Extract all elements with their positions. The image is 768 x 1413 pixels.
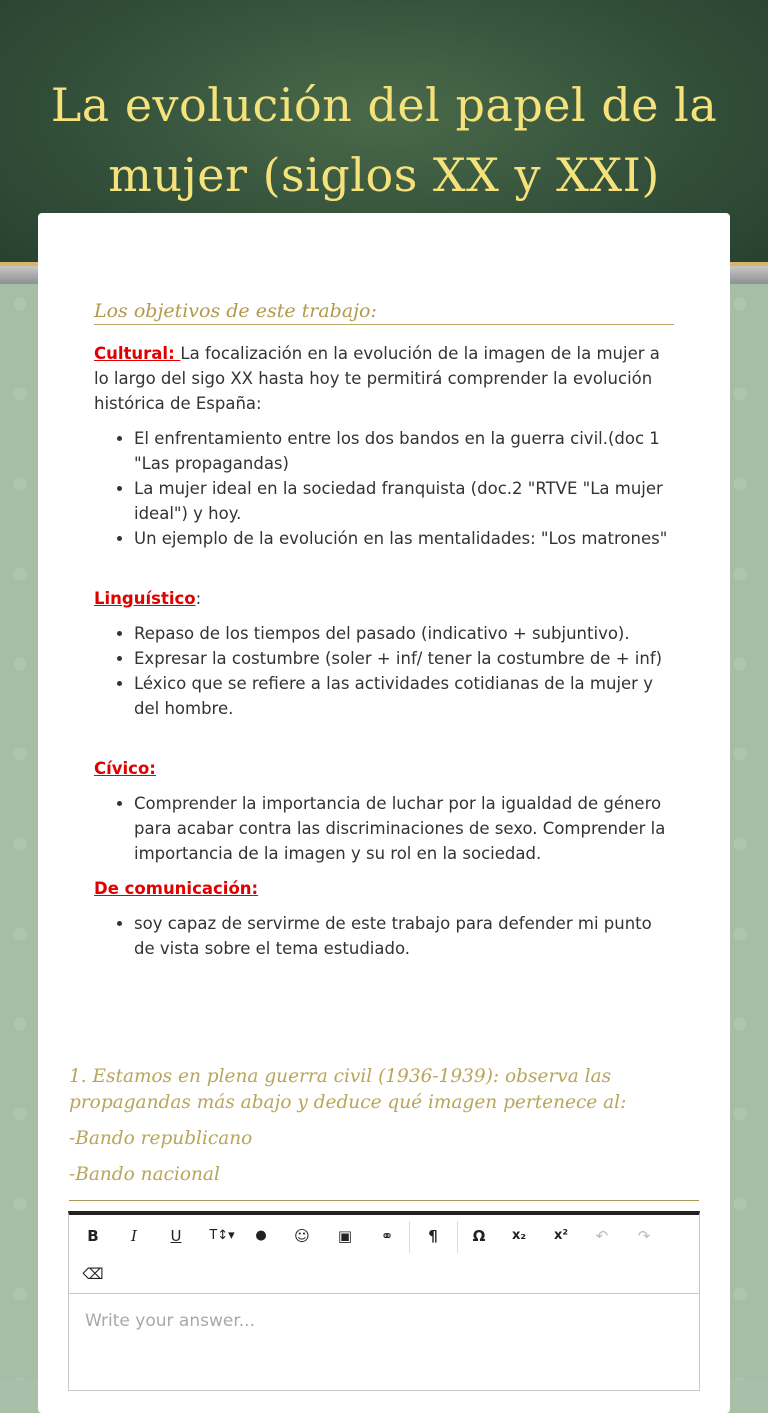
special-character-icon[interactable]: Ω xyxy=(472,1227,486,1245)
cultural-list xyxy=(94,426,674,551)
italic-button[interactable]: I xyxy=(131,1227,137,1245)
linguistico-suffix: : xyxy=(195,589,202,608)
linguistico-label: Linguístico xyxy=(94,589,196,608)
superscript-button[interactable]: x² xyxy=(553,1228,569,1243)
list-item: • El enfrentamiento entre los dos bandos en la guerra civil.(doc 1 "Las propagandas) xyxy=(134,426,674,476)
editor-toolbar xyxy=(69,1215,699,1294)
objective-civico xyxy=(94,756,674,866)
question-text: 1. Estamos en plena guerra civil (1936-1939): observa las propagandas más abajo y deduce qué imagen pertenece al: xyxy=(69,1066,627,1113)
cultural-label: Cultural: xyxy=(94,344,181,363)
redo-icon[interactable]: ↷ xyxy=(637,1227,651,1245)
paragraph-direction-icon[interactable]: ¶ xyxy=(428,1227,438,1245)
undo-icon[interactable]: ↶ xyxy=(595,1227,609,1245)
list-item: • soy capaz de servirme de este trabajo para defender mi punto de vista sobre el tema estudiado. xyxy=(134,911,674,961)
comunicacion-label: De comunicación: xyxy=(94,879,259,898)
text-size-button[interactable]: T↕▾ xyxy=(209,1228,235,1243)
eraser-icon[interactable]: ⌫ xyxy=(82,1265,104,1283)
answer-editor xyxy=(68,1211,700,1391)
objective-linguistico xyxy=(94,586,674,721)
list-item: • Un ejemplo de la evolución en las mentalidades: "Los matrones" xyxy=(134,526,674,551)
civico-label: Cívico: xyxy=(94,759,156,778)
question-divider xyxy=(69,1200,699,1201)
question-option-republicano: -Bando republicano xyxy=(69,1128,253,1149)
list-item: • Léxico que se refiere a las actividades cotidianas de la mujer y del hombre. xyxy=(134,671,674,721)
toolbar-separator xyxy=(409,1221,410,1253)
list-item: • Repaso de los tiempos del pasado (indicativo + subjuntivo). xyxy=(134,621,674,646)
underline-button[interactable]: U xyxy=(170,1227,182,1245)
toolbar-separator xyxy=(457,1221,458,1253)
comunicacion-list xyxy=(94,911,674,961)
objective-comunicacion xyxy=(94,876,674,961)
color-drop-icon[interactable]: ● xyxy=(255,1228,267,1243)
image-icon[interactable]: ▣ xyxy=(337,1227,353,1245)
link-icon[interactable]: ⚭ xyxy=(380,1227,394,1245)
list-item: • Comprender la importancia de luchar por la igualdad de género para acabar contra las discriminaciones de sexo. Comprender la importancia de la imagen y su rol en la sociedad. xyxy=(134,791,674,866)
subscript-button[interactable]: x₂ xyxy=(511,1228,527,1243)
list-item: • La mujer ideal en la sociedad franquista (doc.2 "RTVE "La mujer ideal") y hoy. xyxy=(134,476,674,526)
civico-list xyxy=(94,791,674,866)
objectives-heading: Los objetivos de este trabajo: xyxy=(94,300,674,325)
emoji-icon[interactable]: ☺ xyxy=(294,1227,310,1245)
question-option-nacional: -Bando nacional xyxy=(69,1164,220,1185)
cultural-text: La focalización en la evolución de la imagen de la mujer a lo largo del sigo XX hasta hoy te permitirá comprender la evolución histórica de España: xyxy=(94,344,660,413)
linguistico-list xyxy=(94,621,674,721)
objective-cultural xyxy=(94,341,674,551)
answer-input[interactable]: Write your answer... xyxy=(85,1311,255,1331)
list-item: • Expresar la costumbre (soler + inf/ tener la costumbre de + inf) xyxy=(134,646,674,671)
page-title: La evolución del papel de la mujer (siglos XX y XXI) xyxy=(50,78,718,202)
bold-button[interactable]: B xyxy=(87,1227,99,1245)
